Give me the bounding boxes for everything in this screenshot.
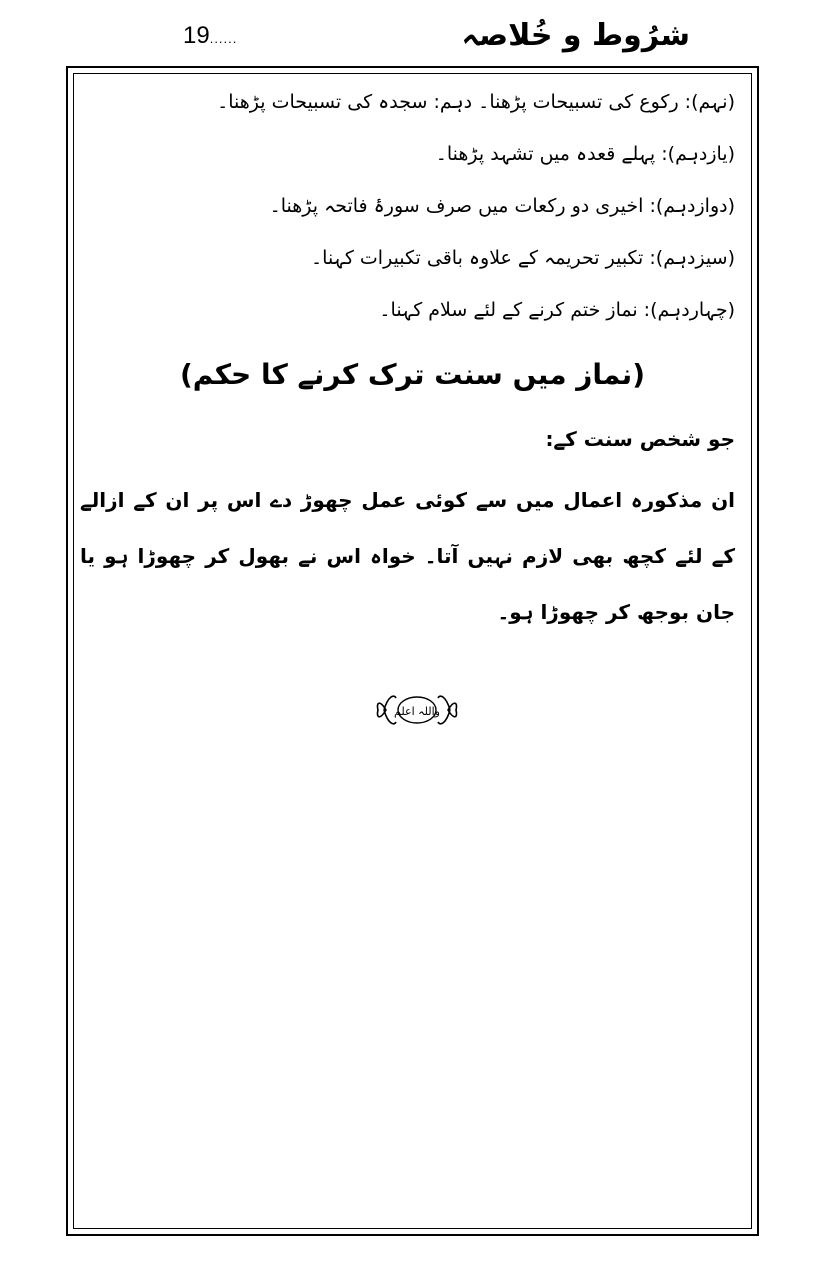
page-header [0,0,825,66]
page-number-value: 19 [183,22,210,49]
calligraphy-ornament-icon [372,688,462,732]
item-label: (دوازدہم) [655,195,735,217]
item-label: (یازدہم) [667,143,735,165]
section-paragraph: ان مذکورہ اعمال میں سے کوئی عمل چھوڑ دے اس پر ان کے ازالے کے لئے کچھ بھی لازم نہیں آتا۔ خواہ اس نے بھول کر چھوڑا ہو یا جان بوجھ کر چھوڑا ہو۔ [80,488,735,624]
item-text: : اخیری دو رکعات میں صرف سورۂ فاتحہ پڑھنا۔ [269,195,656,217]
section-heading: (نماز میں سنت ترک کرنے کا حکم) [179,358,645,391]
item-text: : تکبیر تحریمہ کے علاوہ باقی تکبیرات کہنا۔ [311,247,656,269]
item-text: : پہلے قعدہ میں تشہد پڑھنا۔ [435,143,668,165]
item-label: (سیزدہم) [655,247,735,269]
section-intro: جو شخص سنت کے: [545,427,735,451]
page-number [183,22,237,53]
list-item [80,284,745,336]
book-title: شرُوط و خُلاصہ [461,18,690,53]
page-content [80,76,745,640]
item-text: : رکوع کی تسبیحات پڑھنا۔ دہم: سجدہ کی تسبیحات پڑھنا۔ [217,91,692,113]
item-label: (نہم) [691,91,735,113]
item-label: (چہاردہم) [650,299,735,321]
item-text: : نماز ختم کرنے کے لئے سلام کہنا۔ [379,299,651,321]
list-item [80,232,745,284]
list-item [80,128,745,180]
page-number-dots: ...... [209,31,238,46]
list-item [80,76,745,128]
ornament-text: واللہ اعلم [394,705,440,718]
list-item [80,180,745,232]
